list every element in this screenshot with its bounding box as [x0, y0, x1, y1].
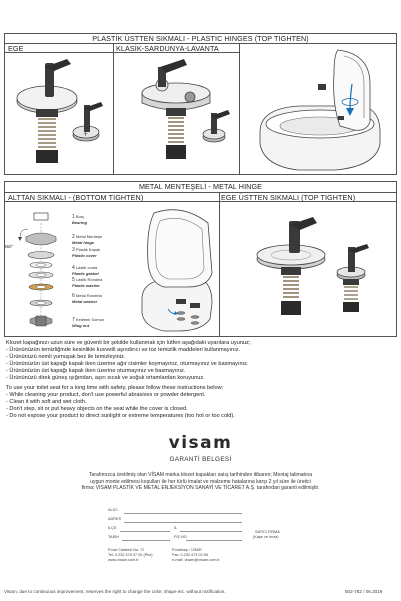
instruction-line: - Ürününüzün üst kapağı kapalı iken üzerine oturmayınız ve basmayınız.: [6, 368, 186, 375]
bottom-label-left: ALTTAN SIKMALI - (BOTTOM TIGHTEN): [8, 193, 144, 202]
instruction-line: - Don't step, sit or put heavy objects on the seat while the cover is closed.: [6, 406, 188, 413]
instruction-line: To use your toilet seat for a long time with safety, please follow these instructions below;: [6, 385, 224, 391]
instruction-line: - Ürününüzün üst kapağı kapalı iken üzerine ağır cisimler koymayınız, oturmayınız ve basmayınız.: [6, 361, 249, 368]
part-item: 1 Burç Bearing: [72, 214, 87, 225]
form-label-ilce: İLÇE: [108, 526, 117, 530]
bottom-section-title: METAL MENTEŞELİ - METAL HINGE: [138, 182, 263, 191]
panel-label-ege: EGE: [8, 44, 24, 53]
panel-label-klasik: KLASİK-SARDUNYA-LAVANTA: [116, 44, 219, 53]
visam-logo: visam: [168, 433, 233, 453]
guarantee-line: uygun monte edilmesi koşulları ile her türlü imalat ve malzeme hatalarına karşı 2 yıl süre ile üretici: [90, 478, 311, 485]
guarantee-line: Tarafımızca üretilmiş olan VİSAM marka klozet kapakları satış tarihinden itibaren; Montaj talimatına: [88, 472, 313, 478]
klasik-hinge-illustration: [114, 53, 238, 173]
instruction-line: - Ürününüzü nemli yumuşak bez ile temizleyiniz.: [6, 354, 126, 361]
part-item: 4 Lastik conta Plastic gasket: [72, 265, 99, 276]
company-fax: Fax: 0.232 479 03 58: [172, 553, 208, 557]
svg-text:+: +: [83, 131, 89, 138]
ege-hinge-illustration: [5, 53, 112, 173]
instruction-line: - Ürününüzü direk güneş ışığından, aşırı sıcak ve soğuk ortamlardan koruyunuz.: [6, 375, 205, 382]
form-line-tarih: [122, 540, 170, 541]
instruction-line: - Clean it with soft and wet cloth.: [6, 399, 87, 406]
form-label-alici: ALICI: [108, 508, 118, 512]
instruction-line: - Ürününüzün temizliğinde kesinlikle kuvvetli aşındırıcı ve toz temizlik maddeleri kullanmayınız.: [6, 347, 241, 354]
footer-code: 502-782 / 06.2019: [345, 589, 383, 594]
ege-metal-hinge-illustration: [221, 203, 396, 335]
guarantee-title: GARANTİ BELGESİ: [169, 456, 232, 463]
company-tel: Tel: 0.232 479 07 00 (Pbx): [108, 553, 153, 557]
form-line-fis-no: [186, 540, 242, 541]
part-item: 3 Plastik Kapak Plastic cover: [72, 247, 101, 258]
instruction-line: - While cleaning your product, don't use powerful abrasives or powder detergent.: [6, 392, 206, 399]
guarantee-line: firma; VİSAM PLASTİK VE METAL ENJEKSİYON SANAYİ VE TİCARET A.Ş. tarafından garanti edilmiştir.: [81, 485, 320, 492]
instruction-line: - Do not expose your product to direct sunlight or extreme temperatures (too hot or too cold).: [6, 413, 235, 420]
company-web: www.visam.com.tr: [108, 558, 139, 562]
form-label-il: İL: [174, 526, 178, 530]
form-label-tarih: TARİH: [108, 535, 120, 539]
company-address: Pınar Caddesi No: 72: [108, 548, 145, 552]
parts-exploded-illustration: [6, 203, 76, 335]
company-email: e-mail: visam@visam.com.tr: [172, 558, 220, 562]
part-item: 6 Metal Rondela Metal washer: [72, 293, 102, 304]
form-label-fis-no: FİŞ NO: [174, 535, 187, 539]
stamp-label: SATICI FİRMA: [255, 530, 280, 534]
instructions-en: [6, 385, 396, 420]
form-line-il: [180, 531, 242, 532]
top-section-title: PLASTİK ÜSTTEN SIKMALI - PLASTIC HINGES (TOP TIGHTEN): [92, 34, 309, 43]
part-item: 7 Kelebek Somun Wing nut: [72, 317, 105, 328]
toilet-install-illustration: [240, 44, 396, 174]
form-line-alici: [124, 513, 242, 514]
form-label-adres: ADRES: [108, 517, 122, 521]
part-item: 2 Metal Menteşe Metal hinge: [72, 234, 103, 245]
form-line-adres: [124, 522, 242, 523]
guarantee-text: [20, 472, 381, 492]
bottom-divider: [219, 192, 220, 337]
rotation-angle-label: 360°: [4, 244, 14, 249]
form-line-ilce: [120, 531, 170, 532]
part-item: 5 Lastik Rondela Plastic washer: [72, 277, 103, 288]
stamp-sublabel: (Kaşe ve İmza): [253, 535, 279, 539]
instruction-line: Klozet kapağınızı uzun süre ve güvenli bir şekilde kullanmak için lütfen aşağıdaki uyarılara uyunuz;: [6, 340, 251, 346]
footer-notice: Visam, due to continuous improvement, reserves the right to change the color, shape etc. without notification.: [4, 589, 226, 594]
instructions-tr: [6, 340, 396, 383]
metal-hinge-toilet-illustration: [128, 203, 218, 335]
bottom-label-right: EGE ÜSTTEN SIKMALI (TOP TIGHTEN): [221, 193, 356, 202]
company-city: Pınarbaşı / İZMİR: [172, 548, 202, 552]
